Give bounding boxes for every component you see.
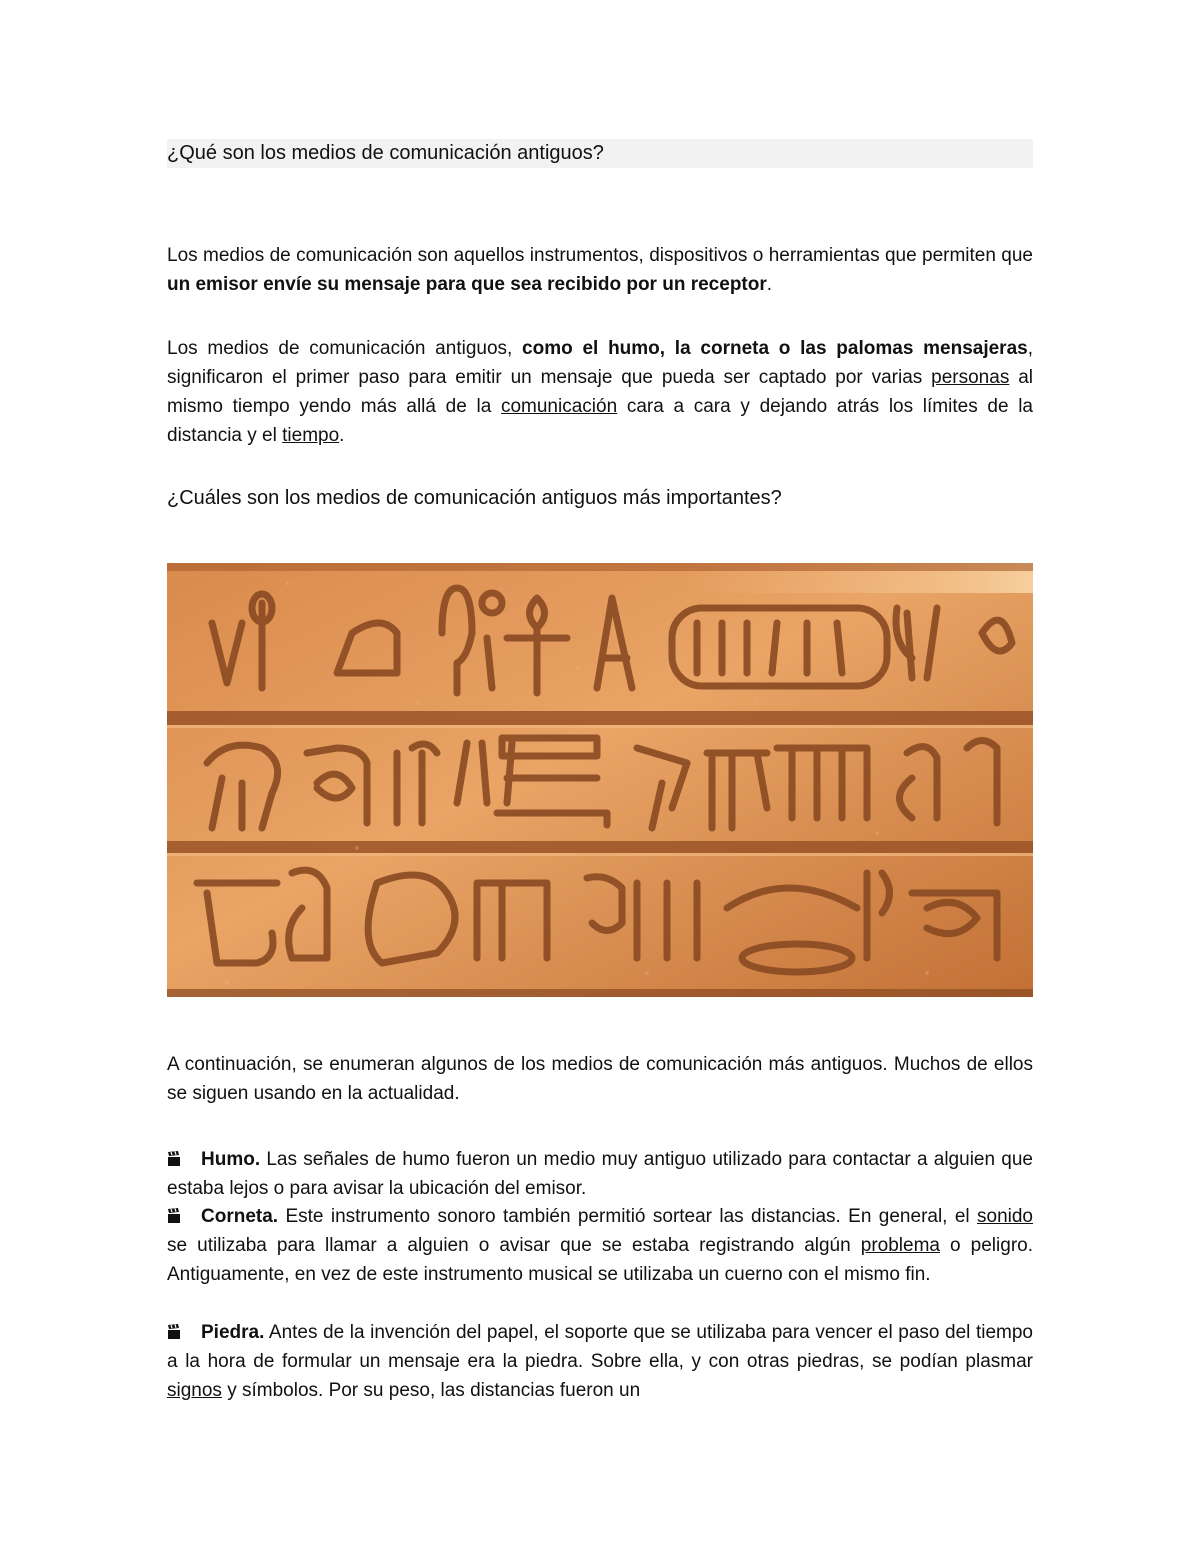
list-item-humo xyxy=(167,1145,1033,1203)
clapperboard-icon xyxy=(167,1208,181,1224)
paragraph-definition xyxy=(167,241,1033,299)
heading-most-important: ¿Cuáles son los medios de comunicación antiguos más importantes? xyxy=(167,487,782,509)
paragraph-list-intro: A continuación, se enumeran algunos de los medios de comunicación más antiguos. Muchos de ellos se siguen usando en la actualidad. xyxy=(167,1054,1033,1104)
text-run: . xyxy=(766,274,773,295)
hieroglyphs-illustration xyxy=(167,563,1033,997)
item-title: Humo. xyxy=(201,1149,261,1170)
text-run: al mismo tiempo yendo más allá de la xyxy=(167,367,1033,417)
link-comunicacion[interactable]: comunicación xyxy=(500,396,618,417)
heading-what-are: ¿Qué son los medios de comunicación antiguos? xyxy=(167,139,1033,168)
link-problema[interactable]: problema xyxy=(860,1235,940,1256)
text-run: y símbolos. Por su peso, las distancias fueron un xyxy=(221,1380,641,1401)
text-run: Este instrumento sonoro también permitió sortear las distancias. En general, el xyxy=(278,1206,977,1227)
hieroglyphs-image xyxy=(167,563,1033,997)
clapperboard-icon xyxy=(167,1324,181,1340)
text-run: o peligro. Antiguamente, en vez de este instrumento musical se utilizaba un cuerno con el mismo fin. xyxy=(167,1235,1033,1285)
link-tiempo[interactable]: tiempo xyxy=(282,425,340,446)
list-item-corneta xyxy=(167,1202,1033,1289)
link-personas[interactable]: personas xyxy=(931,367,1010,388)
bold-run: un emisor envíe su mensaje para que sea recibido por un receptor xyxy=(167,274,767,295)
text-run: Las señales de humo fueron un medio muy antiguo utilizado para contactar a alguien que estaba lejos o para avisar la ubicación del emisor. xyxy=(167,1149,1033,1199)
text-run: Los medios de comunicación son aquellos instrumentos, dispositivos o herramientas que permiten que xyxy=(167,245,1033,266)
item-title: Piedra. xyxy=(201,1322,265,1343)
text-run: se utilizaba para llamar a alguien o avisar que se estaba registrando algún xyxy=(167,1235,861,1256)
clapperboard-icon xyxy=(167,1151,181,1167)
text-run: cara a cara y dejando atrás los límites de la distancia y el xyxy=(167,396,1033,446)
text-run: . xyxy=(339,425,345,446)
bold-run: como el humo, la corneta o las palomas mensajeras xyxy=(522,338,1028,359)
item-title: Corneta. xyxy=(201,1206,279,1227)
text-run: , significaron el primer paso para emitir un mensaje que pueda ser captado por varias xyxy=(167,338,1033,388)
text-run: Los medios de comunicación antiguos, xyxy=(167,338,523,359)
paragraph-ancient-media xyxy=(167,334,1033,450)
link-signos[interactable]: signos xyxy=(167,1380,222,1401)
text-run: Antes de la invención del papel, el soporte que se utilizaba para vencer el paso del tiempo a la hora de formular un mensaje era la piedra. Sobre ella, y con otras piedras, se podían plasmar xyxy=(167,1322,1033,1372)
link-sonido[interactable]: sonido xyxy=(977,1206,1033,1227)
list-item-piedra xyxy=(167,1318,1033,1405)
